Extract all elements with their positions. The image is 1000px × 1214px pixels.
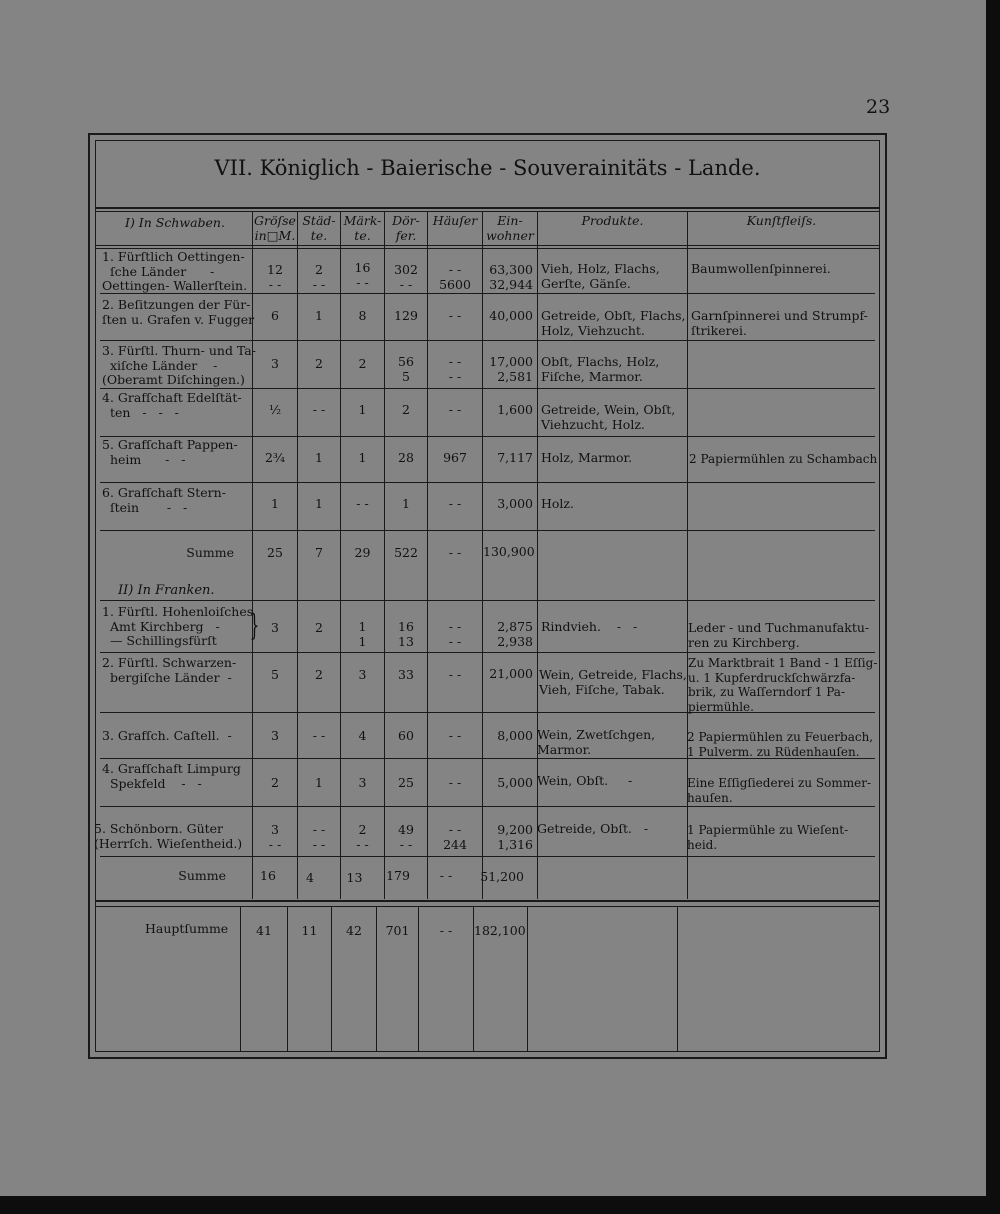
row-separator: [100, 340, 875, 341]
hauptsumme-groesse: 41: [256, 923, 272, 938]
header-groesse: Gröſse in□M.: [254, 213, 296, 243]
cell-kunst: Zu Marktbrait 1 Band - 1 Eſſig- u. 1 Kupferdruckſchwärzfa- brik, zu Waſſerndorf 1 Pa- piermühle.: [688, 656, 878, 714]
cell-staedte: - -: [312, 728, 326, 743]
cell-kunst: 2 Papiermühlen zu Feuerbach, 1 Pulverm. zu Rüdenhauſen.: [687, 730, 874, 759]
cell-haeuser: - -: [448, 667, 462, 682]
summe-einwohner: 51,200: [480, 869, 524, 884]
cell-produkte: Holz, Marmor.: [541, 450, 633, 465]
cell-einwohner: 17,000 2,581: [489, 354, 533, 384]
cell-groesse: 5: [271, 667, 279, 682]
cell-einwohner: 40,000: [489, 308, 533, 323]
col-line: [537, 211, 538, 899]
cell-doerfer: 33: [398, 667, 414, 682]
cell-haeuser: - - 244: [443, 822, 467, 852]
scan-edge-bottom: [0, 1196, 1000, 1214]
col-line: [677, 906, 678, 1052]
cell-staedte: 1: [315, 308, 323, 323]
cell-doerfer: 56 5: [398, 354, 414, 384]
cell-groesse: 6: [271, 308, 279, 323]
cell-groesse: 3 - -: [268, 822, 282, 852]
cell-doerfer: 302 - -: [394, 262, 418, 292]
cell-maerkte: 3: [358, 775, 367, 790]
cell-einwohner: 9,200 1,316: [497, 822, 533, 852]
row-name: 5. Grafſchaft Pappen- heim - -: [102, 437, 238, 467]
cell-groesse: 1: [271, 496, 279, 511]
header-produkte: Produkte.: [581, 213, 644, 228]
row-separator: [100, 652, 875, 653]
cell-produkte: Wein, Getreide, Flachs, Vieh, Fiſche, Tabak.: [539, 667, 687, 697]
cell-produkte: Getreide, Wein, Obſt, Viehzucht, Holz.: [541, 402, 676, 432]
cell-kunst: Garnſpinnerei und Strumpf- ſtrikerei.: [691, 308, 868, 338]
row-separator: [100, 856, 875, 857]
cell-haeuser: - -: [448, 308, 462, 323]
cell-produkte: Wein, Zwetſchgen, Marmor.: [537, 727, 656, 757]
row-name: 2. Fürſtl. Schwarzen- bergiſche Länder -: [102, 655, 237, 685]
title-rule-thin: [95, 211, 880, 212]
cell-einwohner: 5,000: [497, 775, 533, 790]
cell-haeuser: - -: [448, 775, 462, 790]
cell-doerfer: 1: [402, 496, 410, 511]
brace: }: [249, 608, 260, 643]
cell-einwohner: 3,000: [497, 496, 533, 511]
cell-staedte: 1: [315, 496, 323, 511]
cell-haeuser: - - - -: [448, 354, 462, 384]
cell-doerfer: 129: [394, 308, 418, 323]
cell-doerfer: 2: [402, 402, 410, 417]
cell-maerkte: 1 1: [358, 619, 367, 649]
hauptsumme-staedte: 11: [301, 923, 318, 938]
header-doerfer: Dör- fer.: [392, 213, 420, 243]
cell-maerkte: 8: [358, 308, 367, 323]
header-einwohner: Ein- wohner: [486, 213, 534, 243]
header-kunstfleiss: Kunſtfleiſs.: [746, 213, 817, 228]
cell-groesse: 2: [271, 775, 279, 790]
cell-doerfer: 16 13: [398, 619, 414, 649]
cell-kunst: Leder - und Tuchmanufaktu- ren zu Kirchberg.: [688, 620, 870, 650]
cell-staedte: 2: [315, 620, 323, 635]
cell-kunst: 1 Papiermühle zu Wieſent- heid.: [687, 823, 849, 852]
cell-groesse: 2¾: [264, 450, 286, 465]
cell-haeuser: - - - -: [448, 619, 462, 649]
page-number: 23: [866, 96, 891, 118]
cell-einwohner: 63,300 32,944: [489, 262, 533, 292]
cell-haeuser: - -: [448, 496, 462, 511]
cell-maerkte: - -: [356, 496, 369, 511]
cell-produkte: Wein, Obſt. -: [537, 773, 633, 788]
cell-doerfer: 25: [398, 775, 414, 790]
cell-produkte: Holz.: [541, 496, 574, 511]
page-title: VII. Königlich - Baierische - Souverainitäts - Lande.: [214, 156, 761, 180]
summe-maerkte: 13: [346, 870, 363, 885]
summe-staedte: 7: [315, 545, 323, 560]
hauptsumme-label: Hauptſumme: [145, 921, 229, 936]
cell-groesse: ½: [268, 402, 282, 417]
cell-kunst: Eine Eſſigſiederei zu Sommer- hauſen.: [687, 776, 872, 805]
row-name: 3. Grafſch. Caſtell. -: [102, 728, 232, 743]
cell-staedte: 1: [315, 450, 323, 465]
summe-haeuser: - -: [448, 545, 462, 560]
cell-einwohner: 21,000: [489, 666, 533, 681]
cell-maerkte: 2 - -: [356, 822, 369, 852]
summe-label: Summe: [186, 545, 234, 560]
row-separator: [100, 388, 875, 389]
row-name: 4. Grafſchaft Limpurg Spekfeld - -: [102, 761, 241, 791]
cell-maerkte: 1: [358, 450, 367, 465]
hauptsumme-maerkte: 42: [346, 923, 362, 938]
hauptsumme-haeuser: - -: [439, 923, 453, 938]
cell-haeuser: - -: [448, 728, 462, 743]
cell-einwohner: 1,600: [497, 402, 533, 417]
cell-produkte: Getreide, Obſt, Flachs, Holz, Viehzucht.: [541, 308, 686, 338]
cell-haeuser: - -: [448, 402, 462, 417]
row-name: 1. Fürſtlich Oettingen- ſche Länder - Oettingen- Wallerſtein.: [102, 249, 248, 293]
cell-groesse: 3: [271, 356, 279, 371]
cell-maerkte: 2: [358, 356, 367, 371]
row-name: 1. Fürſtl. Hohenloiſches Amt Kirchberg - — Schillingsfürſt: [102, 604, 254, 648]
cell-groesse: 12 - -: [267, 262, 283, 292]
row-separator: [100, 600, 875, 601]
col-line: [527, 906, 528, 1052]
header-haeuser: Häuſer: [432, 213, 478, 228]
cell-haeuser: 967: [443, 450, 467, 465]
cell-maerkte: 1: [358, 402, 367, 417]
cell-doerfer: 60: [398, 728, 414, 743]
row-name: 6. Grafſchaft Stern- ſtein - -: [102, 485, 226, 515]
cell-einwohner: 7,117: [497, 450, 533, 465]
summe-staedte: 4: [306, 870, 314, 885]
header-region: I) In Schwaben.: [125, 215, 225, 230]
cell-maerkte: 16 - -: [354, 260, 371, 290]
hauptsumme-einwohner: 182,100: [474, 923, 526, 938]
cell-staedte: 2 - -: [312, 262, 326, 292]
cell-doerfer: 28: [398, 450, 414, 465]
cell-staedte: 1: [315, 775, 323, 790]
summe-groesse: 16: [260, 868, 276, 883]
cell-staedte: 2: [315, 356, 323, 371]
row-separator: [100, 530, 875, 531]
row-separator: [100, 806, 875, 807]
row-name: 4. Grafſchaft Edelſtät- ten - - -: [102, 390, 242, 420]
header-maerkte: Märk- te.: [343, 213, 382, 243]
cell-produkte: Rindvieh. - -: [541, 619, 638, 634]
summe-maerkte: 29: [354, 545, 371, 560]
row-name: 5. Schönborn. Güter (Herrſch. Wieſentheid.): [94, 821, 243, 851]
cell-groesse: 3: [271, 728, 279, 743]
cell-kunst: Baumwollenſpinnerei.: [691, 261, 831, 276]
cell-produkte: Vieh, Holz, Flachs, Gerſte, Gänſe.: [541, 261, 660, 291]
total-rule: [95, 900, 880, 902]
cell-staedte: - - - -: [312, 822, 326, 852]
cell-staedte: 2: [315, 667, 323, 682]
cell-doerfer: 49 - -: [398, 822, 414, 852]
row-separator: [100, 482, 875, 483]
cell-einwohner: 8,000: [497, 728, 533, 743]
scan-edge-right: [986, 0, 1000, 1214]
header-rule: [95, 245, 880, 246]
summe-haeuser: - -: [439, 868, 453, 883]
cell-kunst: 2 Papiermühlen zu Schambach: [689, 452, 878, 466]
cell-staedte: - -: [312, 402, 326, 417]
cell-maerkte: 4: [358, 728, 367, 743]
cell-einwohner: 2,875 2,938: [497, 619, 533, 649]
summe-doerfer: 522: [394, 545, 418, 560]
summe-doerfer: 179: [386, 868, 410, 883]
row-name: 2. Beſitzungen der Für- ſten u. Grafen v. Fugger: [102, 297, 255, 327]
hauptsumme-doerfer: 701: [385, 923, 410, 938]
row-name: 3. Fürſtl. Thurn- und Ta- xiſche Länder - (Oberamt Diſchingen.): [102, 343, 256, 387]
cell-groesse: 3: [271, 620, 279, 635]
total-rule-thin: [95, 906, 880, 907]
header-staedte: Städ- te.: [302, 213, 336, 243]
cell-haeuser: - - 5600: [439, 262, 471, 292]
summe-einwohner: 130,900: [483, 544, 535, 559]
cell-produkte: Obſt, Flachs, Holz, Fiſche, Marmor.: [541, 354, 660, 384]
section-title: II) In Franken.: [118, 583, 215, 598]
cell-maerkte: 3: [358, 667, 367, 682]
cell-produkte: Getreide, Obſt. -: [537, 821, 649, 836]
title-rule: [95, 207, 880, 209]
summe-groesse: 25: [267, 545, 283, 560]
summe-label: Summe: [178, 868, 226, 883]
